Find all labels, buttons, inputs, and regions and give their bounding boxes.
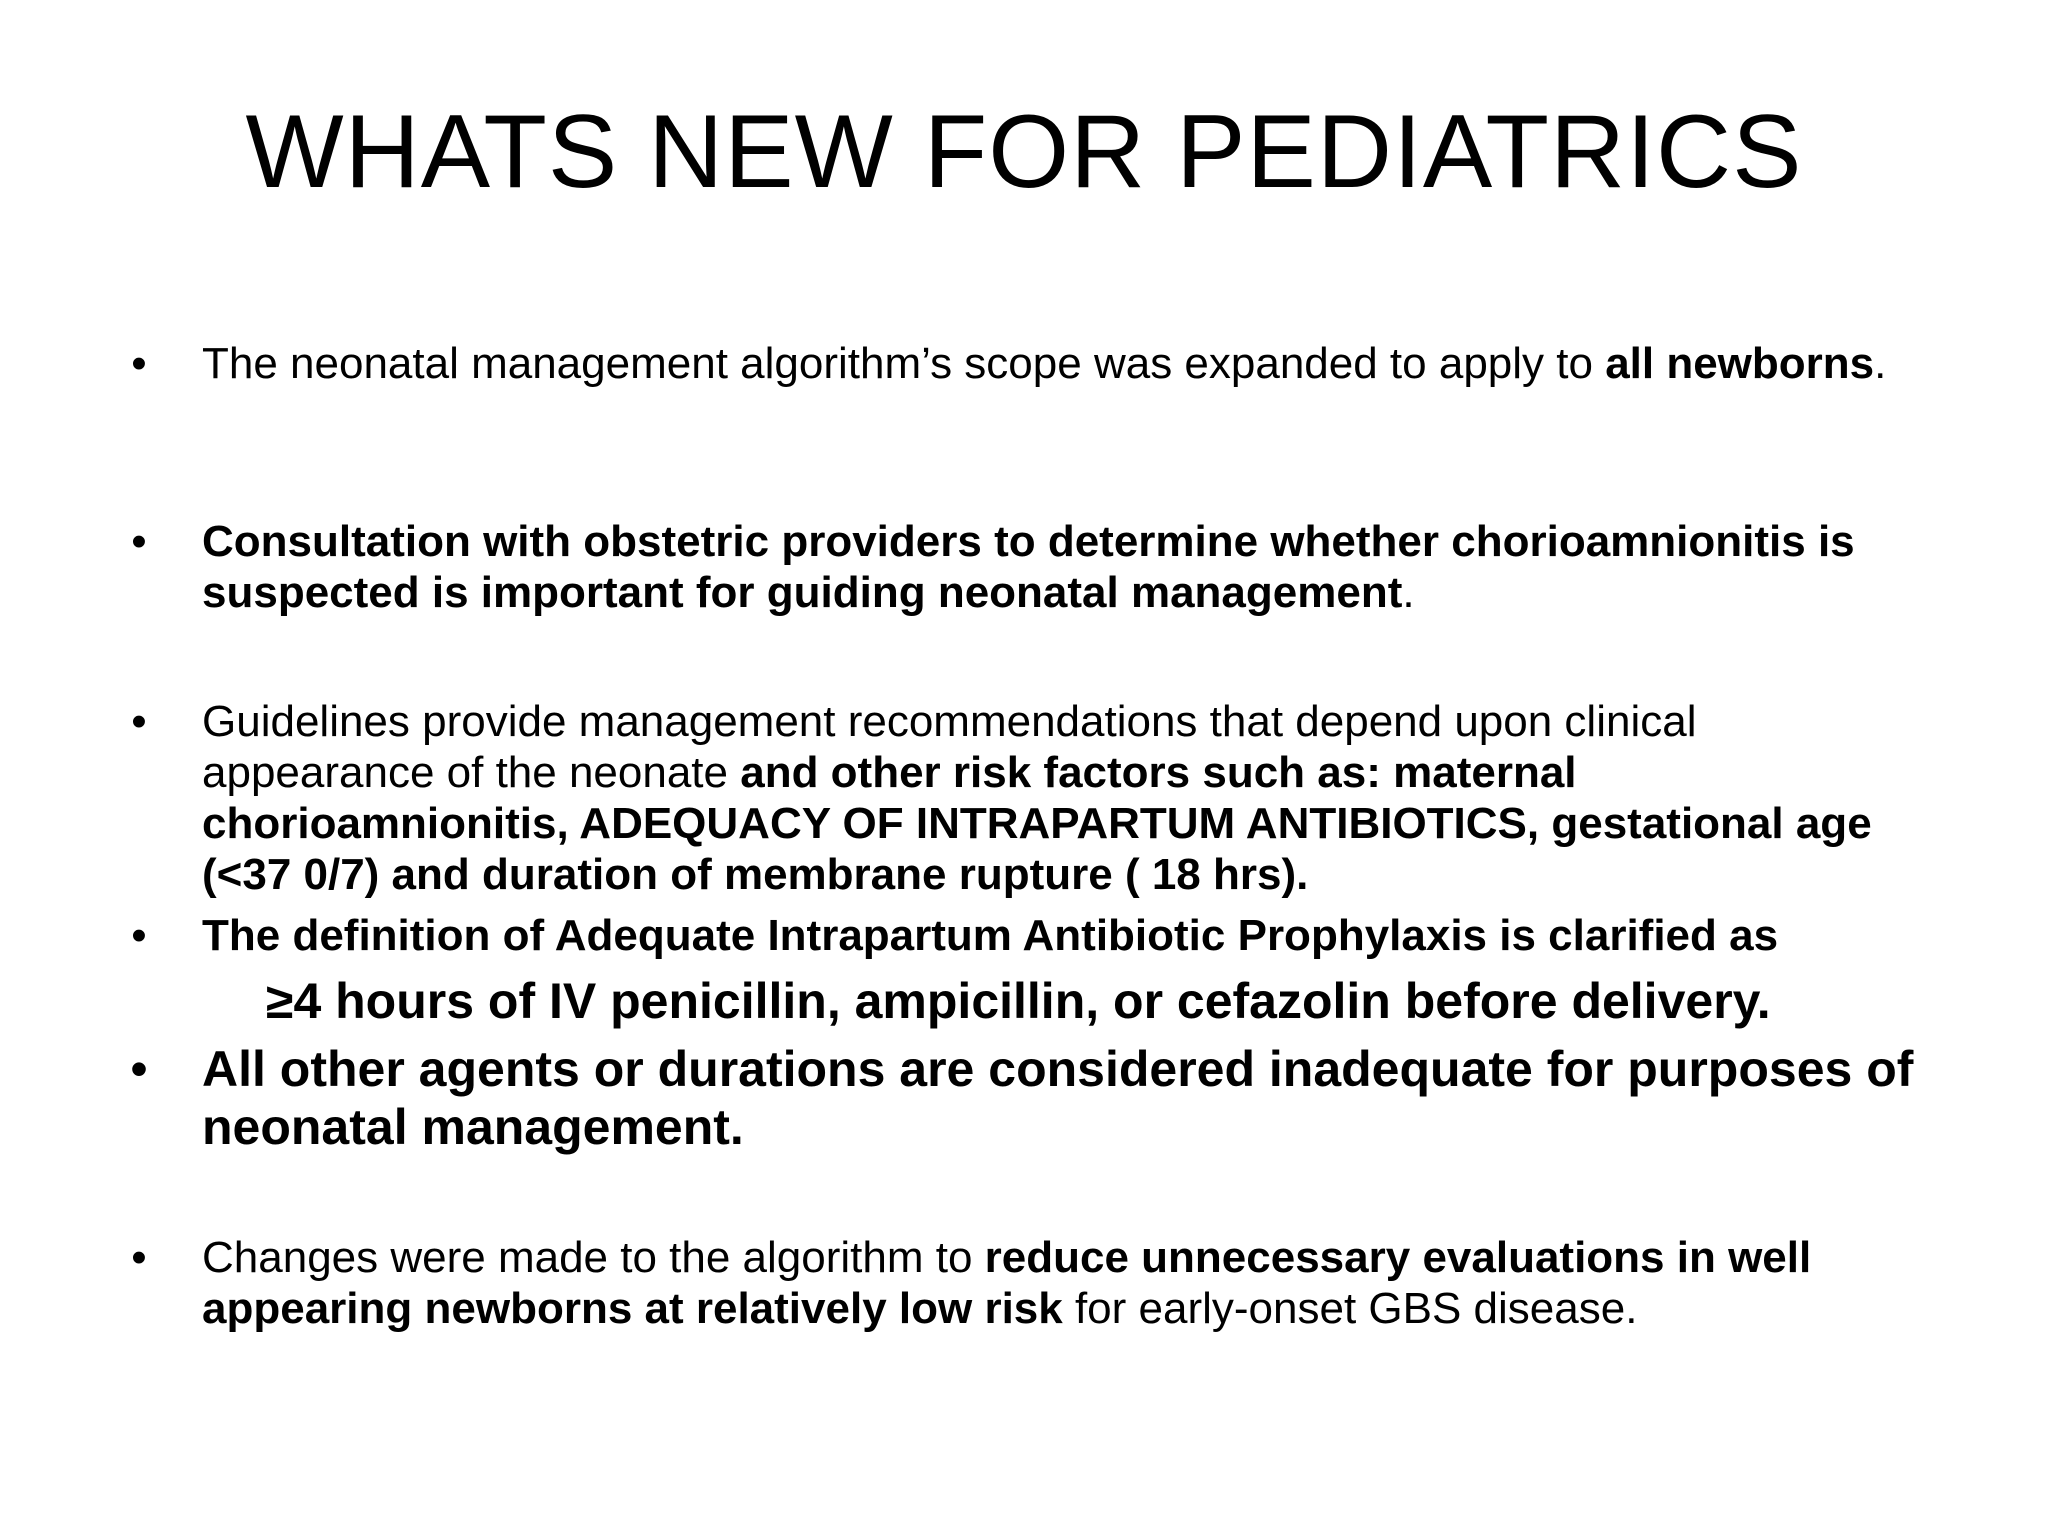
bullet-dot: • xyxy=(131,339,147,388)
bullet-dot: • xyxy=(131,517,147,566)
bullet-item-3 xyxy=(131,696,1938,900)
bullet-text: Guidelines provide management recommendations that depend upon clinical appearance of the neonate and other risk factors such as: maternal chorioamnionitis, ADEQUACY OF INTRAPARTUM ANTIBIOTICS, gestational age (<37 0/7) and duration of membrane rupture ( 18 hrs). xyxy=(202,697,1872,899)
bullet-text: Changes were made to the algorithm to reduce unnecessary evaluations in well appearing newborns at relatively low risk for early-onset GBS disease. xyxy=(202,1233,1812,1333)
slide-title: WHATS NEW FOR PEDIATRICS xyxy=(245,94,1803,210)
bullet-item-6 xyxy=(131,1232,1938,1334)
bullet-dot: • xyxy=(131,911,147,960)
bullet-item-5 xyxy=(130,1040,1938,1156)
bullet-dot: • xyxy=(131,697,147,746)
bullet-dot: • xyxy=(130,1041,148,1097)
bullet-text: The neonatal management algorithm’s scope was expanded to apply to all newborns. xyxy=(202,339,1887,388)
bullet-dot: • xyxy=(131,1233,147,1282)
bullet-item-1 xyxy=(131,338,1938,389)
bullet-text: Consultation with obstetric providers to determine whether chorioamnionitis is suspected is important for guiding neonatal management. xyxy=(202,517,1855,617)
prophylaxis-definition: ≥4 hours of IV penicillin, ampicillin, or cefazolin before delivery. xyxy=(266,973,1771,1029)
bullet-text: The definition of Adequate Intrapartum Antibiotic Prophylaxis is clarified as xyxy=(202,911,1779,960)
bullet-item-4 xyxy=(131,910,1938,961)
bullet-item-2 xyxy=(131,516,1938,618)
bullet-text: All other agents or durations are considered inadequate for purposes of neonatal management. xyxy=(202,1041,1914,1155)
